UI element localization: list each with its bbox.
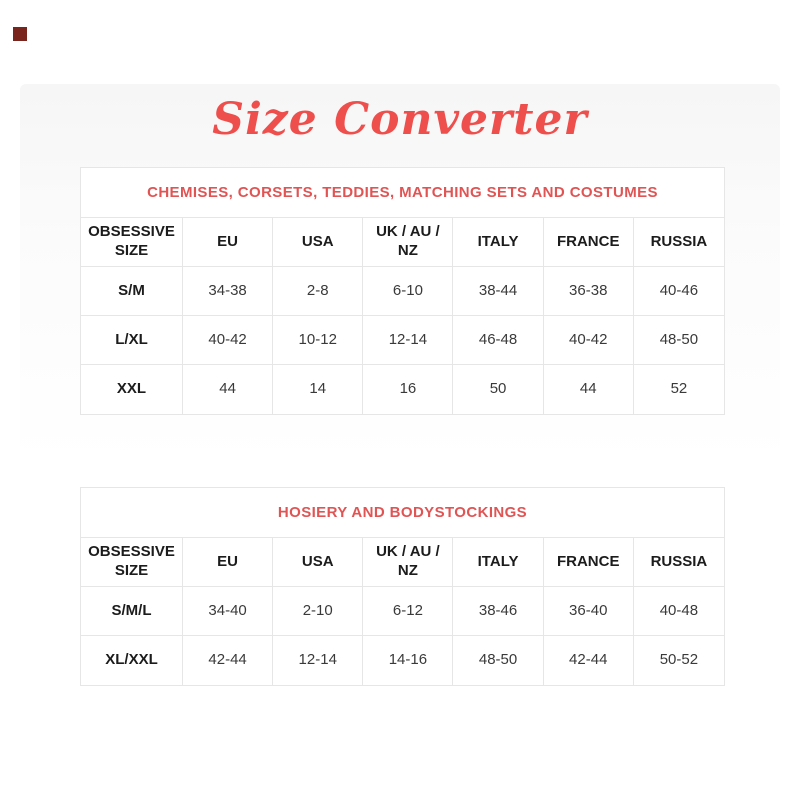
column-header-italy: ITALY (453, 218, 543, 267)
size-value-cell: 46-48 (453, 316, 543, 365)
size-value-cell: 16 (363, 365, 453, 414)
size-label-cell: S/M (81, 267, 183, 316)
table-caption: CHEMISES, CORSETS, TEDDIES, MATCHING SETS AND COSTUMES (81, 168, 724, 218)
table-caption: HOSIERY AND BODYSTOCKINGS (81, 488, 724, 538)
column-header-france: FRANCE (544, 218, 634, 267)
size-label-cell: XL/XXL (81, 636, 183, 685)
column-header-russia: RUSSIA (634, 218, 724, 267)
size-value-cell: 14 (273, 365, 363, 414)
column-header-italy: ITALY (453, 538, 543, 587)
column-header-uk-au-nz: UK / AU / NZ (363, 218, 453, 267)
size-value-cell: 40-46 (634, 267, 724, 316)
size-value-cell: 2-10 (273, 587, 363, 636)
size-value-cell: 38-46 (453, 587, 543, 636)
size-value-cell: 38-44 (453, 267, 543, 316)
size-value-cell: 42-44 (183, 636, 273, 685)
size-value-cell: 36-38 (544, 267, 634, 316)
table-grid (81, 218, 724, 414)
size-value-cell: 6-12 (363, 587, 453, 636)
size-value-cell: 12-14 (363, 316, 453, 365)
size-value-cell: 44 (183, 365, 273, 414)
brand-mark (13, 27, 27, 41)
size-value-cell: 36-40 (544, 587, 634, 636)
column-header-obsessive-size: OBSESSIVE SIZE (81, 218, 183, 267)
size-value-cell: 52 (670, 380, 688, 398)
size-value-cell: 40-48 (634, 587, 724, 636)
size-value-cell: 6-10 (363, 267, 453, 316)
column-header-uk-au-nz: UK / AU / NZ (363, 538, 453, 587)
size-value-cell: 48-50 (634, 316, 724, 365)
size-value-cell: 12-14 (273, 636, 363, 685)
column-header-usa: USA (273, 218, 363, 267)
column-header-france: FRANCE (544, 538, 634, 587)
size-table-chemises (80, 167, 725, 415)
size-value-cell: 50-52 (659, 651, 699, 669)
size-label-cell: L/XL (81, 316, 183, 365)
column-header-obsessive-size: OBSESSIVE SIZE (81, 538, 183, 587)
size-value-cell: 42-44 (544, 636, 634, 685)
size-value-cell: 2-8 (273, 267, 363, 316)
size-value-cell: 48-50 (453, 636, 543, 685)
size-value-cell: 40-42 (183, 316, 273, 365)
size-label-cell: XXL (81, 365, 183, 414)
size-value-cell: 34-38 (183, 267, 273, 316)
column-header-eu: EU (183, 538, 273, 587)
size-value-cell: 50 (453, 365, 543, 414)
size-value-cell: 44 (544, 365, 634, 414)
size-value-cell: 14-16 (363, 636, 453, 685)
page-title: Size Converter (212, 94, 588, 145)
column-header-russia: RUSSIA (634, 538, 724, 587)
column-header-eu: EU (183, 218, 273, 267)
size-value-cell: 10-12 (273, 316, 363, 365)
size-label-cell: S/M/L (81, 587, 183, 636)
table-grid (81, 538, 724, 685)
size-value-cell: 34-40 (183, 587, 273, 636)
size-table-hosiery (80, 487, 725, 686)
column-header-usa: USA (273, 538, 363, 587)
size-value-cell: 40-42 (544, 316, 634, 365)
